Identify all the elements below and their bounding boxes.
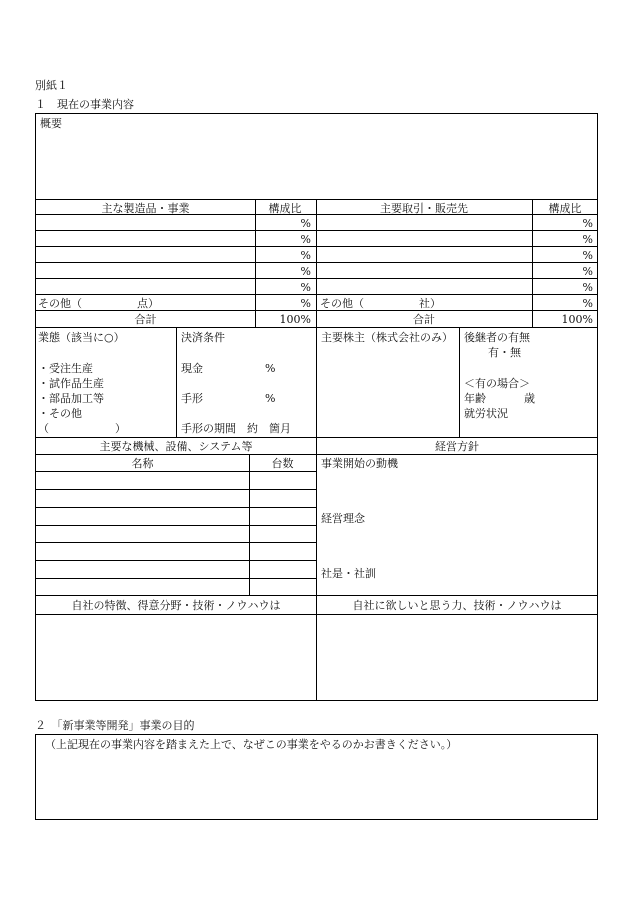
overview-label: 概要 (40, 117, 62, 130)
section2-title: ２ 「新事業等開発」事業の目的 (35, 719, 195, 732)
product-ratio-unit: % (300, 233, 311, 246)
equipment-name-field[interactable] (36, 579, 248, 595)
client-ratio-unit: % (582, 297, 593, 310)
product-ratio-unit: % (300, 217, 311, 230)
overview-field[interactable] (36, 132, 596, 198)
client-ratio-unit: % (582, 233, 593, 246)
product-ratio-unit: % (300, 249, 311, 262)
equipment-name-field[interactable] (36, 508, 248, 524)
product-name-field[interactable] (36, 231, 254, 246)
cash-percent-unit: % (265, 362, 276, 375)
equipment-name-field[interactable] (36, 490, 248, 506)
divider (35, 294, 598, 295)
client-name-field[interactable] (317, 231, 531, 246)
product-name-field[interactable] (36, 279, 254, 294)
equipment-count-field[interactable] (250, 526, 315, 542)
business-type-option[interactable]: ・部品加工等 (38, 392, 104, 405)
bill-label: 手形 (181, 392, 203, 405)
desired-skills-field[interactable] (317, 615, 597, 700)
motive-label: 事業開始の動機 (321, 457, 398, 470)
age-unit: 歳 (524, 392, 535, 405)
product-ratio-unit: % (300, 297, 311, 310)
business-type-label: 業態（該当に○） (38, 331, 125, 344)
clients-total-label: 合計 (413, 313, 435, 326)
other-products-label: その他（ 点） (38, 297, 159, 310)
desired-skills-title: 自社に欲しいと思う力、技術・ノウハウは (352, 599, 562, 612)
clients-total-value: 100% (561, 313, 593, 326)
client-name-field[interactable] (317, 247, 531, 262)
client-ratio-unit: % (582, 249, 593, 262)
bill-period-label: 手形の期間 約 箇月 (181, 422, 291, 435)
client-name-field[interactable] (317, 263, 531, 278)
equipment-name-field[interactable] (36, 561, 248, 577)
divider (316, 327, 317, 437)
business-type-option[interactable]: ・受注生産 (38, 362, 93, 375)
client-ratio-unit: % (582, 265, 593, 278)
business-type-other-blank[interactable]: （ ） (38, 422, 126, 435)
ratio-column-header: 構成比 (268, 202, 302, 215)
equipment-name-field[interactable] (36, 543, 248, 559)
client-column-header: 主要取引・販売先 (380, 202, 468, 215)
equipment-name-field[interactable] (36, 526, 248, 542)
client-name-field[interactable] (317, 279, 531, 294)
products-total-value: 100% (279, 313, 311, 326)
settlement-label: 決済条件 (181, 331, 225, 344)
divider (35, 310, 598, 311)
business-type-option[interactable]: ・その他 (38, 407, 82, 420)
divider (35, 595, 598, 596)
philosophy-label: 経営理念 (321, 512, 365, 525)
business-type-option[interactable]: ・試作品生産 (38, 377, 104, 390)
product-name-field[interactable] (36, 247, 254, 262)
if-yes-label: ＜有の場合＞ (464, 377, 530, 390)
product-ratio-unit: % (300, 265, 311, 278)
age-label: 年齢 (464, 392, 486, 405)
client-ratio-unit: % (582, 281, 593, 294)
successor-label: 後継者の有無 (464, 331, 530, 344)
equipment-title: 主要な機械、設備、システム等 (99, 440, 253, 453)
product-ratio-unit: % (300, 281, 311, 294)
product-name-field[interactable] (36, 263, 254, 278)
equipment-count-field[interactable] (250, 472, 315, 488)
features-field[interactable] (36, 615, 315, 700)
products-total-label: 合計 (134, 313, 157, 326)
divider (176, 327, 177, 437)
client-name-field[interactable] (317, 215, 531, 230)
divider (459, 327, 460, 437)
divider (35, 454, 598, 455)
equipment-name-header: 名称 (131, 457, 154, 470)
equipment-count-field[interactable] (250, 490, 315, 506)
equipment-count-field[interactable] (250, 561, 315, 577)
equipment-count-field[interactable] (250, 579, 315, 595)
equipment-count-field[interactable] (250, 543, 315, 559)
features-title: 自社の特徴、得意分野・技術・ノウハウは (71, 599, 281, 612)
purpose-field[interactable] (36, 753, 596, 818)
equipment-count-field[interactable] (250, 508, 315, 524)
shareholders-label: 主要株主（株式会社のみ） (321, 331, 453, 344)
purpose-instruction: （上記現在の事業内容を踏まえた上で、なぜこの事業をやるのかお書きください。） (45, 738, 458, 751)
section1-title: １ 現在の事業内容 (35, 98, 134, 111)
bill-percent-unit: % (265, 392, 276, 405)
annex-label: 別紙１ (35, 79, 68, 92)
product-name-field[interactable] (36, 215, 254, 230)
equipment-name-field[interactable] (36, 472, 248, 488)
other-clients-label: その他（ 社） (320, 297, 441, 310)
employment-label: 就労状況 (464, 407, 508, 420)
motto-label: 社是・社訓 (321, 567, 376, 580)
policy-title: 経営方針 (435, 440, 479, 453)
equipment-count-header: 台数 (271, 457, 294, 470)
product-column-header: 主な製造品・事業 (101, 202, 190, 215)
cash-label: 現金 (181, 362, 203, 375)
ratio2-column-header: 構成比 (548, 202, 582, 215)
client-ratio-unit: % (582, 217, 593, 230)
successor-options[interactable]: 有・無 (488, 346, 521, 359)
